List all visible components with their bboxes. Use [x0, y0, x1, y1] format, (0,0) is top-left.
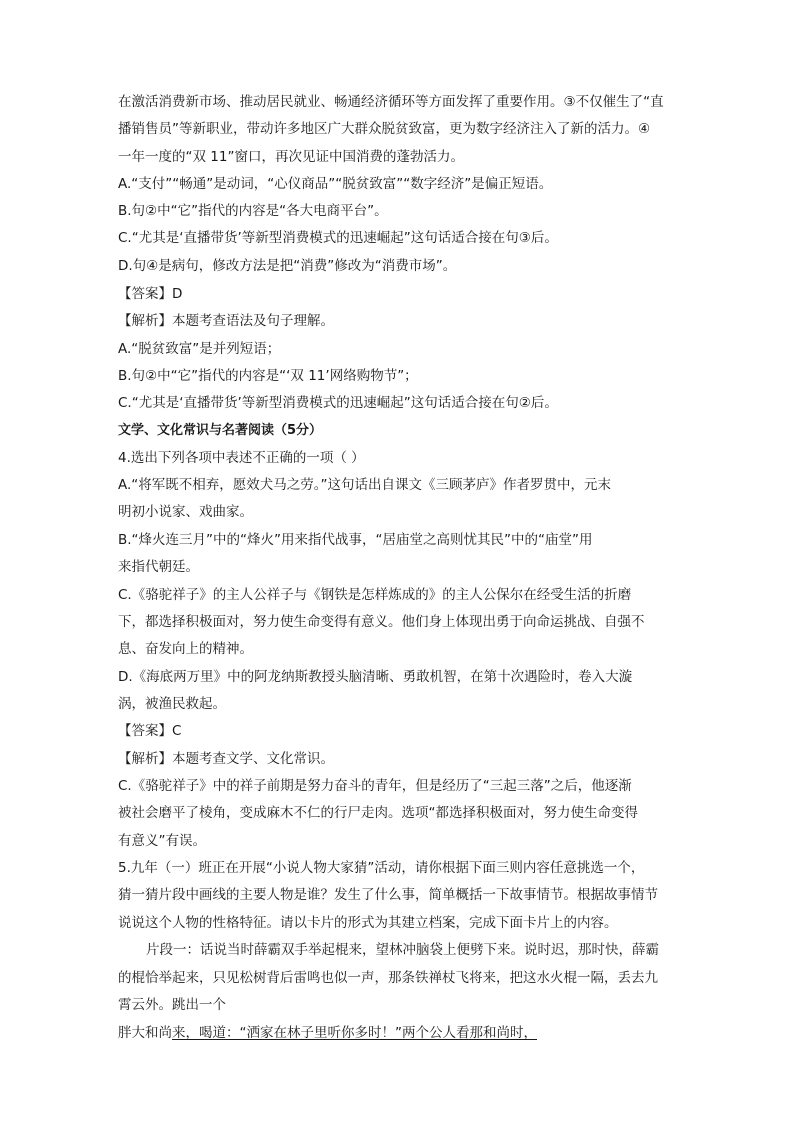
text-line: 下，都选择积极面对，努力使生命变得有意义。他们身上体现出勇于向命运挑战、自强不 — [118, 614, 645, 630]
excerpt-text: 胖大和尚 — [118, 1025, 172, 1041]
question-5: 5.九年（一）班正在开展“小说人物大家猜”活动，请你根据下面三则内容任意挑选一个， — [118, 860, 645, 876]
analysis-line: 被社会磨平了棱角，变成麻木不仁的行尸走肉。选项“都选择积极面对，努力使生命变得 — [118, 805, 638, 821]
answer-label: 【答案】D — [118, 286, 183, 302]
answer-label: 【答案】C — [118, 723, 182, 739]
excerpt-line: 霄云外。跳出一个 — [118, 997, 226, 1013]
analysis-line: C.“尤其是‘直播带货’等新型消费模式的迅速崛起”这句话适合接在句②后。 — [118, 395, 558, 411]
analysis-label: 【解析】本题考查文学、文化常识。 — [118, 751, 334, 767]
question-4: 4.选出下列各项中表述不正确的一项（ ） — [118, 450, 365, 466]
analysis-line: 有意义”有误。 — [118, 833, 206, 849]
option-b: B.“烽火连三月”中的“烽火”用来指代战事，“居庙堂之高则忧其民”中的“庙堂”用 — [118, 532, 593, 548]
text-line: 猜一猜片段中画线的主要人物是谁？发生了什么事，简单概括一下故事情节。根据故事情节 — [118, 887, 658, 903]
text-line: 一年一度的“双 11”窗口，再次见证中国消费的蓬勃活力。 — [118, 149, 464, 165]
text-line: 说说这个人物的性格特征。请以卡片的形式为其建立档案，完成下面卡片上的内容。 — [118, 915, 618, 931]
underlined-character: 来，喝道：“洒家在林子里听你多时！”两个公人看那和尚时， — [172, 1025, 537, 1041]
option-c: C.“尤其是‘直播带货’等新型消费模式的迅速崛起”这句话适合接在句③后。 — [118, 230, 558, 246]
option-b: B.句②中“它”指代的内容是“各大电商平台”。 — [118, 203, 388, 219]
text-line: 明初小说家、戏曲家。 — [118, 504, 253, 520]
text-line: 播销售员”等新职业，带动许多地区广大群众脱贫致富，更为数字经济注入了新的活力。④ — [118, 121, 651, 137]
text-line: 在激活消费新市场、推动居民就业、畅通经济循环等方面发挥了重要作用。③不仅催生了“直 — [118, 94, 664, 110]
text-line: 涡，被渔民救起。 — [118, 696, 226, 712]
analysis-line: A.“脱贫致富”是并列短语； — [118, 341, 281, 357]
analysis-line: C.《骆驼祥子》中的祥子前期是努力奋斗的青年，但是经历了“三起三落”之后，他逐渐 — [118, 778, 632, 794]
text-line: 息、奋发向上的精神。 — [118, 641, 253, 657]
text-line: 来指代朝廷。 — [118, 559, 199, 575]
option-c: C.《骆驼祥子》的主人公祥子与《钢铁是怎样炼成的》的主人公保尔在经受生活的折磨 — [118, 587, 632, 603]
excerpt-line — [118, 1024, 686, 1042]
option-a: A.“将军既不相弃，愿效犬马之劳。”这句话出自课文《三顾茅庐》作者罗贯中，元末 — [118, 477, 612, 493]
option-a: A.“支付”“畅通”是动词，“心仪商品”“脱贫致富”“数字经济”是偏正短语。 — [118, 176, 553, 192]
analysis-label: 【解析】本题考查语法及句子理解。 — [118, 313, 334, 329]
analysis-line: B.句②中“它”指代的内容是“‘双 11’网络购物节”； — [118, 368, 418, 384]
excerpt-line: 的棍恰举起来，只见松树背后雷鸣也似一声，那条铁禅杖飞将来，把这水火棍一隔，丢去九 — [118, 970, 658, 986]
excerpt-line: 片段一：话说当时薛霸双手举起棍来，望林冲脑袋上便劈下来。说时迟，那时快，薛霸 — [146, 942, 659, 958]
option-d: D.《海底两万里》中的阿龙纳斯教授头脑清晰、勇敢机智，在第十次遇险时，卷入大漩 — [118, 669, 633, 685]
option-d: D.句④是病句，修改方法是把“消费”修改为“消费市场”。 — [118, 258, 457, 274]
section-heading: 文学、文化常识与名著阅读（5分） — [118, 423, 323, 438]
